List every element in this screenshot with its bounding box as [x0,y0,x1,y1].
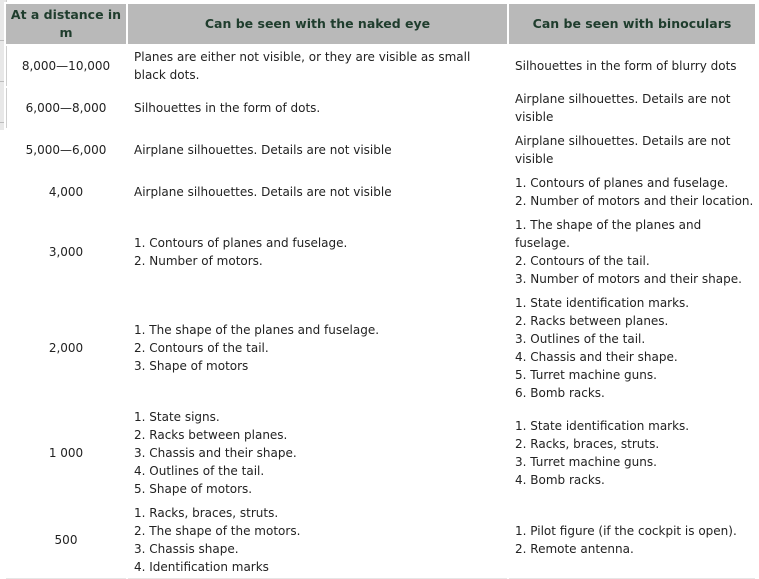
cell-line: Planes are either not visible, or they are visible as small black dots. [134,50,471,82]
cell-line: 3. Turret machine guns. [515,455,657,469]
cell-line: Silhouettes in the form of dots. [134,101,321,115]
distance-cell: 8,000—10,000 [5,45,127,87]
table-row [5,213,756,291]
table-row [5,87,756,129]
naked-eye-cell [127,129,508,171]
naked-eye-cell [127,213,508,291]
distance-cell: 6,000—8,000 [5,87,127,129]
cell-line: 2. Racks, braces, struts. [515,437,660,451]
distance-cell: 4,000 [5,171,127,213]
table-row [5,405,756,501]
header-distance: At a distance in m [5,3,127,45]
cell-line: 1. Contours of planes and fuselage. [134,236,348,250]
cell-line: 4. Identification marks [134,560,269,574]
cell-line: 1. The shape of the planes and fuselage. [515,218,702,250]
cell-line: 3. Outlines of the tail. [515,332,646,346]
cell-line: 2. Remote antenna. [515,542,634,556]
cell-line: Airplane silhouettes. Details are not visible [134,185,392,199]
distance-cell: 500 [5,501,127,579]
cell-line: 3. Chassis and their shape. [134,446,297,460]
cell-line: 3. Shape of motors [134,359,249,373]
binoculars-cell [508,87,756,129]
binoculars-cell [508,405,756,501]
table-row [5,45,756,87]
cell-line: 1. State signs. [134,410,220,424]
binoculars-cell [508,45,756,87]
naked-eye-cell [127,405,508,501]
cell-line: 5. Turret machine guns. [515,368,657,382]
cell-line: 2. Number of motors and their location. [515,194,754,208]
distance-cell: 1 000 [5,405,127,501]
cell-line: Airplane silhouettes. Details are not visible [515,134,731,166]
header-naked-eye: Can be seen with the naked eye [127,3,508,45]
cell-line: Airplane silhouettes. Details are not visible [134,143,392,157]
cell-line: 1. The shape of the planes and fuselage. [134,323,380,337]
table-row [5,129,756,171]
binoculars-cell [508,129,756,171]
distance-cell: 5,000—6,000 [5,129,127,171]
cell-line: 1. Pilot figure (if the cockpit is open). [515,524,737,538]
cell-line: 5. Shape of motors. [134,482,253,496]
cell-line: 3. Chassis shape. [134,542,239,556]
header-row [5,3,756,45]
naked-eye-cell [127,87,508,129]
naked-eye-cell [127,171,508,213]
cell-line: 1. State identification marks. [515,296,690,310]
cell-line: 2. Number of motors. [134,254,263,268]
binoculars-cell [508,171,756,213]
distance-cell: 3,000 [5,213,127,291]
binoculars-cell [508,213,756,291]
cell-line: 4. Chassis and their shape. [515,350,678,364]
cell-line: 2. The shape of the motors. [134,524,301,538]
naked-eye-cell [127,291,508,405]
cell-line: 3. Number of motors and their shape. [515,272,742,286]
binoculars-cell [508,291,756,405]
cell-line: 4. Bomb racks. [515,473,605,487]
header-binoculars: Can be seen with binoculars [508,3,756,45]
cell-line: 1. Racks, braces, struts. [134,506,279,520]
cell-line: 1. State identification marks. [515,419,690,433]
visibility-table [4,2,757,579]
naked-eye-cell [127,45,508,87]
distance-cell: 2,000 [5,291,127,405]
cell-line: 2. Contours of the tail. [515,254,650,268]
table-row [5,291,756,405]
cell-line: 2. Racks between planes. [515,314,669,328]
cell-line: 2. Racks between planes. [134,428,288,442]
cell-line: 4. Outlines of the tail. [134,464,265,478]
cell-line: 6. Bomb racks. [515,386,605,400]
cell-line: Airplane silhouettes. Details are not visible [515,92,731,124]
cell-line: 2. Contours of the tail. [134,341,269,355]
cell-line: Silhouettes in the form of blurry dots [515,59,737,73]
table-row [5,171,756,213]
cell-line: 1. Contours of planes and fuselage. [515,176,729,190]
